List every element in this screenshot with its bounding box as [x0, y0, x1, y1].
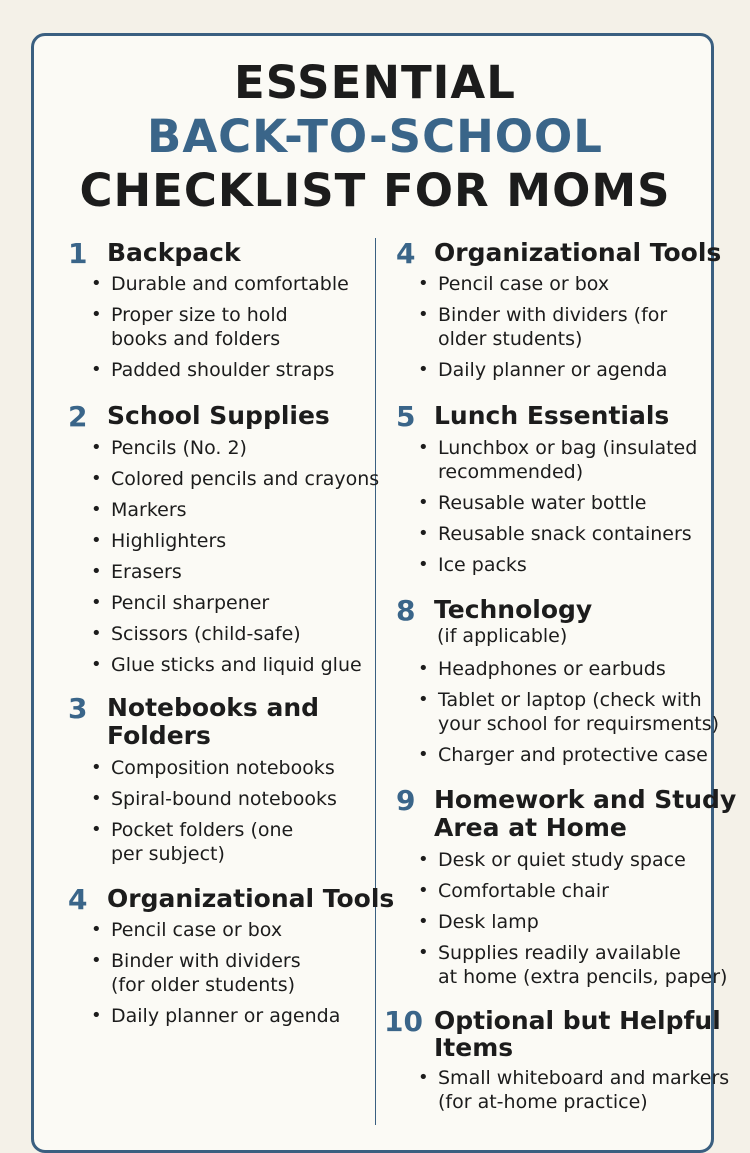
list-item: • Reusable water bottle: [416, 491, 697, 515]
section-number: 1: [68, 237, 88, 270]
section-subheading: (if applicable): [437, 625, 568, 647]
list-item: • Supplies readily available at home (extra pencils, paper): [416, 941, 727, 989]
section-heading: Organizational Tools: [107, 884, 395, 913]
section-heading: Lunch Essentials: [434, 401, 670, 430]
title-line-3: CHECKLIST FOR MOMS: [79, 164, 671, 217]
item-list: [416, 436, 697, 584]
list-item: • Scissors (child-safe): [89, 622, 379, 646]
list-item: • Ice packs: [416, 553, 697, 577]
section-heading-line-1: Homework and Study: [434, 785, 737, 814]
section-heading-line-1: Optional but Helpful: [434, 1006, 721, 1035]
item-list: [416, 1066, 729, 1121]
list-item: • Pencils (No. 2): [89, 436, 379, 460]
list-item: • Durable and comfortable: [89, 272, 349, 296]
section-number: 9: [396, 784, 416, 817]
list-item: • Comfortable chair: [416, 879, 727, 903]
item-list: [89, 436, 379, 684]
title-line-2: BACK-TO-SCHOOL: [147, 110, 603, 163]
list-item: • Small whiteboard and markers (for at-home practice): [416, 1066, 729, 1114]
list-item: • Headphones or earbuds: [416, 657, 719, 681]
list-item: • Markers: [89, 498, 379, 522]
list-item: • Tablet or laptop (check with your school for requirsments): [416, 688, 719, 736]
section-number: 4: [396, 237, 416, 270]
item-list: [89, 918, 340, 1035]
list-item: • Colored pencils and crayons: [89, 467, 379, 491]
section-heading-line-1: Notebooks and: [107, 693, 320, 722]
list-item: • Glue sticks and liquid glue: [89, 653, 379, 677]
section-number: 8: [396, 594, 416, 627]
list-item: • Desk lamp: [416, 910, 727, 934]
list-item: • Pencil case or box: [416, 272, 667, 296]
section-heading-line-2: Area at Home: [434, 813, 627, 842]
list-item: • Binder with dividers (for older students): [416, 303, 667, 351]
list-item: • Proper size to hold books and folders: [89, 303, 349, 351]
list-item: • Lunchbox or bag (insulated recommended): [416, 436, 697, 484]
section-number: 2: [68, 400, 88, 433]
list-item: • Daily planner or agenda: [89, 1004, 340, 1028]
section-number: 3: [68, 692, 88, 725]
list-item: • Pocket folders (one per subject): [89, 818, 337, 866]
item-list: [416, 848, 727, 996]
section-heading-line-2: Items: [434, 1033, 514, 1062]
list-item: • Reusable snack containers: [416, 522, 697, 546]
list-item: • Spiral-bound notebooks: [89, 787, 337, 811]
list-item: • Pencil case or box: [89, 918, 340, 942]
item-list: [416, 657, 719, 774]
item-list: [89, 756, 337, 873]
section-heading: Backpack: [107, 238, 241, 267]
section-number: 5: [396, 400, 416, 433]
section-number: 10: [384, 1005, 423, 1038]
list-item: • Composition notebooks: [89, 756, 337, 780]
list-item: • Padded shoulder straps: [89, 358, 349, 382]
item-list: [416, 272, 667, 389]
section-heading: Technology: [434, 595, 593, 624]
list-item: • Erasers: [89, 560, 379, 584]
section-heading-line-2: Folders: [107, 721, 211, 750]
list-item: • Charger and protective case: [416, 743, 719, 767]
section-heading: School Supplies: [107, 401, 330, 430]
section-heading: Organizational Tools: [434, 238, 722, 267]
title-line-1: ESSENTIAL: [234, 56, 516, 109]
list-item: • Pencil sharpener: [89, 591, 379, 615]
item-list: [89, 272, 349, 389]
list-item: • Highlighters: [89, 529, 379, 553]
list-item: • Daily planner or agenda: [416, 358, 667, 382]
list-item: • Binder with dividers (for older students): [89, 949, 340, 997]
section-number: 4: [68, 883, 88, 916]
list-item: • Desk or quiet study space: [416, 848, 727, 872]
